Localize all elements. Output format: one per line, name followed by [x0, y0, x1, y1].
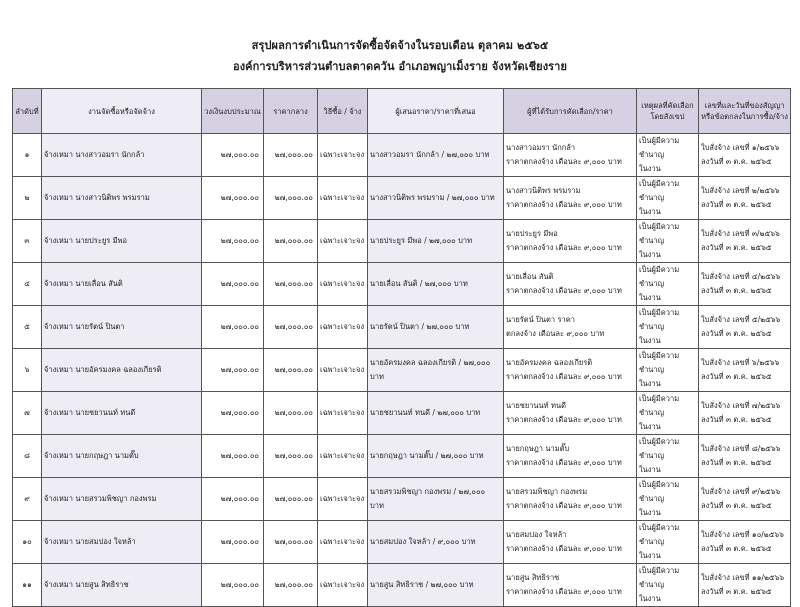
cell-winner: [504, 478, 637, 521]
cell-winner: [504, 435, 637, 478]
cell-method: เฉพาะเจาะจง: [318, 263, 368, 306]
cell-bidder: นายเลื่อน สันติ / ๒๗,๐๐๐ บาท: [368, 263, 504, 306]
cell-median-price: ๒๗,๐๐๐.๐๐: [264, 134, 318, 177]
cell-reason-line: เป็นผู้มีความชำนาญ: [639, 308, 680, 331]
cell-bidder: นายสูน สิทธิราช / ๒๗,๐๐๐ บาท: [368, 564, 504, 607]
cell-reason-line: ในงาน: [639, 164, 661, 173]
cell-winner: [504, 564, 637, 607]
cell-contract: [699, 220, 791, 263]
cell-contract: [699, 392, 791, 435]
cell-no: ๒: [13, 177, 42, 220]
cell-budget: ๒๗,๐๐๐.๐๐: [202, 478, 264, 521]
cell-method: เฉพาะเจาะจง: [318, 220, 368, 263]
cell-contract-line: ใบสั่งจ้าง เลขที่ ๓/๒๕๖๖: [701, 229, 780, 238]
cell-reason-line: ในงาน: [639, 422, 661, 431]
cell-contract-line: ลงวันที่ ๓ ต.ค. ๒๕๖๕: [701, 458, 772, 467]
cell-reason: [637, 392, 699, 435]
cell-budget: ๒๗,๐๐๐.๐๐: [202, 177, 264, 220]
cell-median-price: ๒๗,๐๐๐.๐๐: [264, 263, 318, 306]
cell-winner-line: นางสาวอมรา นักกล้า: [506, 143, 576, 152]
document-title: สรุปผลการดำเนินการจัดซื้อจัดจ้างในรอบเดือน ตุลาคม ๒๕๖๕: [251, 39, 549, 52]
cell-median-price: ๒๗,๐๐๐.๐๐: [264, 349, 318, 392]
cell-winner-line: นายเลื่อน สันติ: [506, 272, 554, 281]
cell-contract-line: ใบสั่งจ้าง เลขที่ ๑๑/๒๕๖๖: [701, 573, 785, 582]
cell-bidder: นายกฤษฎา นามตั๊บ / ๒๗,๐๐๐ บาท: [368, 435, 504, 478]
cell-reason-line: เป็นผู้มีความชำนาญ: [639, 566, 680, 589]
cell-median-price: ๒๗,๐๐๐.๐๐: [264, 220, 318, 263]
cell-contract-line: ลงวันที่ ๓ ต.ค. ๒๕๖๕: [701, 200, 772, 209]
cell-item: จ้างเหมา นายสมปอง ใจหล้า: [42, 521, 202, 564]
cell-contract-line: ใบสั่งจ้าง เลขที่ ๔/๒๕๖๖: [701, 272, 781, 281]
table-row: [13, 478, 791, 521]
cell-winner-line: ราคาตกลงจ้าง เดือนละ ๙,๐๐๐ บาท: [506, 458, 622, 467]
cell-contract-line: ลงวันที่ ๓ ต.ค. ๒๕๖๕: [701, 372, 772, 381]
cell-budget: ๒๗,๐๐๐.๐๐: [202, 521, 264, 564]
cell-reason-line: เป็นผู้มีความชำนาญ: [639, 394, 680, 417]
cell-winner: [504, 220, 637, 263]
cell-budget: ๒๗,๐๐๐.๐๐: [202, 392, 264, 435]
cell-contract: [699, 521, 791, 564]
header-bidders: ผู้เสนอราคา/ราคาที่เสนอ: [368, 89, 504, 134]
cell-winner: [504, 263, 637, 306]
cell-no: ๗: [13, 392, 42, 435]
cell-method: เฉพาะเจาะจง: [318, 306, 368, 349]
cell-winner-line: ตกลงจ้าง เดือนละ ๙,๐๐๐ บาท: [506, 329, 605, 338]
cell-contract-line: ใบสั่งจ้าง เลขที่ ๕/๒๕๖๖: [701, 315, 781, 324]
cell-median-price: ๒๗,๐๐๐.๐๐: [264, 435, 318, 478]
header-reason: เหตุผลที่คัดเลือกโดยสังเขป: [637, 89, 699, 134]
cell-reason-line: ในงาน: [639, 551, 661, 560]
cell-winner-line: นายรัตน์ ปินตา ราคา: [506, 315, 575, 324]
cell-contract-line: ลงวันที่ ๓ ต.ค. ๒๕๖๕: [701, 587, 772, 596]
cell-reason-line: ในงาน: [639, 293, 661, 302]
cell-reason-line: ในงาน: [639, 594, 661, 603]
cell-reason: [637, 306, 699, 349]
cell-contract: [699, 478, 791, 521]
cell-no: ๕: [13, 306, 42, 349]
header-method: วิธีซื้อ / จ้าง: [318, 89, 368, 134]
header-item: งานจัดซื้อหรือจัดจ้าง: [42, 89, 202, 134]
table-body: [13, 134, 791, 607]
cell-budget: ๒๗,๐๐๐.๐๐: [202, 134, 264, 177]
cell-contract: [699, 263, 791, 306]
table-row: [13, 521, 791, 564]
cell-contract-line: ใบสั่งจ้าง เลขที่ ๗/๒๕๖๖: [701, 401, 781, 410]
cell-item: จ้างเหมา นางสาวอมรา นักกล้า: [42, 134, 202, 177]
cell-winner-line: นายชยานนท์ ทนดี: [506, 401, 566, 410]
cell-contract: [699, 177, 791, 220]
cell-winner-line: ราคาตกลงจ้าง เดือนละ ๙,๐๐๐ บาท: [506, 157, 622, 166]
cell-budget: ๒๗,๐๐๐.๐๐: [202, 349, 264, 392]
cell-winner: [504, 134, 637, 177]
cell-reason-line: ในงาน: [639, 508, 661, 517]
header-row: [13, 89, 791, 134]
cell-budget: ๒๗,๐๐๐.๐๐: [202, 306, 264, 349]
cell-no: ๔: [13, 263, 42, 306]
cell-no: ๑: [13, 134, 42, 177]
cell-item: จ้างเหมา นายเลื่อน สันติ: [42, 263, 202, 306]
cell-item: จ้างเหมา นายกฤษฎา นามตั๊บ: [42, 435, 202, 478]
cell-method: เฉพาะเจาะจง: [318, 564, 368, 607]
cell-method: เฉพาะเจาะจง: [318, 177, 368, 220]
cell-bidder: นายประยูร มีพอ / ๒๗,๐๐๐ บาท: [368, 220, 504, 263]
cell-contract-line: ลงวันที่ ๓ ต.ค. ๒๕๖๕: [701, 544, 772, 553]
header-budget: วงเงินงบประมาณ: [202, 89, 264, 134]
cell-reason: [637, 478, 699, 521]
cell-contract-line: ลงวันที่ ๓ ต.ค. ๒๕๖๕: [701, 157, 772, 166]
cell-bidder: นางสาวอมรา นักกล้า / ๒๗,๐๐๐ บาท: [368, 134, 504, 177]
cell-winner-line: นายสมปอง ใจหล้า: [506, 530, 567, 539]
cell-budget: ๒๗,๐๐๐.๐๐: [202, 564, 264, 607]
cell-median-price: ๒๗,๐๐๐.๐๐: [264, 521, 318, 564]
cell-winner-line: นายสรวมพิชญา กองพรม: [506, 487, 588, 496]
cell-winner: [504, 177, 637, 220]
cell-method: เฉพาะเจาะจง: [318, 435, 368, 478]
cell-reason: [637, 220, 699, 263]
cell-winner: [504, 521, 637, 564]
cell-contract-line: ใบสั่งจ้าง เลขที่ ๙/๒๕๖๖: [701, 487, 781, 496]
cell-median-price: ๒๗,๐๐๐.๐๐: [264, 392, 318, 435]
cell-reason-line: ในงาน: [639, 207, 661, 216]
cell-reason: [637, 177, 699, 220]
cell-contract-line: ลงวันที่ ๓ ต.ค. ๒๕๖๕: [701, 329, 772, 338]
cell-winner-line: ราคาตกลงจ้าง เดือนละ ๙,๐๐๐ บาท: [506, 372, 622, 381]
cell-method: เฉพาะเจาะจง: [318, 134, 368, 177]
cell-contract-line: ใบสั่งจ้าง เลขที่ ๑๐/๒๕๖๖: [701, 530, 784, 539]
cell-winner-line: นายสูน สิทธิราช: [506, 573, 560, 582]
cell-item: จ้างเหมา นางสาวนิติพร พรมราม: [42, 177, 202, 220]
cell-contract: [699, 435, 791, 478]
cell-item: จ้างเหมา นายประยูร มีพอ: [42, 220, 202, 263]
cell-item: จ้างเหมา นายสูน สิทธิราช: [42, 564, 202, 607]
cell-contract-line: ใบสั่งจ้าง เลขที่ ๑/๒๕๖๖: [701, 143, 780, 152]
table-row: [13, 392, 791, 435]
cell-contract-line: ใบสั่งจ้าง เลขที่ ๘/๒๕๖๖: [701, 444, 781, 453]
cell-no: ๑๑: [13, 564, 42, 607]
cell-item: จ้างเหมา นายสรวมพิชญา กองพรม: [42, 478, 202, 521]
cell-reason: [637, 521, 699, 564]
table-row: [13, 220, 791, 263]
header-no: ลำดับที่: [13, 89, 42, 134]
cell-reason-line: เป็นผู้มีความชำนาญ: [639, 480, 680, 503]
cell-reason-line: เป็นผู้มีความชำนาญ: [639, 222, 680, 245]
cell-budget: ๒๗,๐๐๐.๐๐: [202, 435, 264, 478]
cell-reason: [637, 435, 699, 478]
cell-reason-line: เป็นผู้มีความชำนาญ: [639, 265, 680, 288]
cell-bidder: นายชยานนท์ ทนดี / ๒๗,๐๐๐ บาท: [368, 392, 504, 435]
cell-reason-line: เป็นผู้มีความชำนาญ: [639, 523, 680, 546]
cell-winner-line: ราคาตกลงจ้าง เดือนละ ๙,๐๐๐ บาท: [506, 501, 622, 510]
cell-contract-line: ใบสั่งจ้าง เลขที่ ๖/๒๕๖๖: [701, 358, 780, 367]
cell-winner-line: นายกฤษฎา นามตั๊บ: [506, 444, 570, 453]
cell-method: เฉพาะเจาะจง: [318, 521, 368, 564]
cell-bidder: นางสาวนิติพร พรมราม / ๒๗,๐๐๐ บาท: [368, 177, 504, 220]
cell-item: จ้างเหมา นายรัตน์ ปินตา: [42, 306, 202, 349]
cell-winner-line: นายอัครมงคล ฉลองเกียรติ: [506, 358, 593, 367]
cell-no: ๘: [13, 435, 42, 478]
cell-contract-line: ลงวันที่ ๓ ต.ค. ๒๕๖๕: [701, 243, 772, 252]
cell-budget: ๒๗,๐๐๐.๐๐: [202, 220, 264, 263]
cell-reason-line: ในงาน: [639, 336, 661, 345]
cell-contract: [699, 349, 791, 392]
table-row: [13, 177, 791, 220]
cell-reason-line: เป็นผู้มีความชำนาญ: [639, 437, 680, 460]
cell-reason: [637, 263, 699, 306]
cell-median-price: ๒๗,๐๐๐.๐๐: [264, 478, 318, 521]
table-row: [13, 564, 791, 607]
cell-winner-line: ราคาตกลงจ้าง เดือนละ ๙,๐๐๐ บาท: [506, 243, 622, 252]
cell-reason-line: ในงาน: [639, 379, 661, 388]
cell-budget: ๒๗,๐๐๐.๐๐: [202, 263, 264, 306]
cell-contract: [699, 564, 791, 607]
cell-reason-line: ในงาน: [639, 465, 661, 474]
cell-reason-line: ในงาน: [639, 250, 661, 259]
cell-winner-line: ราคาตกลงจ้าง เดือนละ ๙,๐๐๐ บาท: [506, 200, 622, 209]
cell-no: ๑๐: [13, 521, 42, 564]
cell-contract-line: ลงวันที่ ๓ ต.ค. ๒๕๖๕: [701, 415, 772, 424]
cell-bidder: นายรัตน์ ปินตา / ๒๗,๐๐๐ บาท: [368, 306, 504, 349]
cell-bidder: นายสมปอง ใจหล้า / ๙,๐๐๐ บาท: [368, 521, 504, 564]
table-row: [13, 263, 791, 306]
table-row: [13, 306, 791, 349]
table-row: [13, 349, 791, 392]
cell-winner: [504, 392, 637, 435]
cell-reason: [637, 564, 699, 607]
cell-method: เฉพาะเจาะจง: [318, 392, 368, 435]
cell-reason: [637, 134, 699, 177]
cell-contract: [699, 134, 791, 177]
table-row: [13, 435, 791, 478]
cell-bidder: นายสรวมพิชญา กองพรม / ๒๗,๐๐๐ บาท: [368, 478, 504, 521]
cell-winner-line: นายประยูร มีพอ: [506, 229, 558, 238]
cell-reason-line: เป็นผู้มีความชำนาญ: [639, 351, 680, 374]
cell-item: จ้างเหมา นายชยานนท์ ทนดี: [42, 392, 202, 435]
cell-no: ๙: [13, 478, 42, 521]
cell-winner-line: ราคาตกลงจ้าง เดือนละ ๙,๐๐๐ บาท: [506, 544, 622, 553]
cell-method: เฉพาะเจาะจง: [318, 478, 368, 521]
cell-method: เฉพาะเจาะจง: [318, 349, 368, 392]
cell-median-price: ๒๗,๐๐๐.๐๐: [264, 177, 318, 220]
cell-contract-line: ลงวันที่ ๓ ต.ค. ๒๕๖๕: [701, 286, 772, 295]
document-subtitle: องค์การบริหารส่วนตำบลตาดควัน อำเภอพญาเม็งราย จังหวัดเชียงราย: [232, 60, 567, 73]
cell-winner: [504, 349, 637, 392]
cell-no: ๓: [13, 220, 42, 263]
cell-median-price: ๒๗,๐๐๐.๐๐: [264, 564, 318, 607]
cell-winner-line: ราคาตกลงจ้าง เดือนละ ๙,๐๐๐ บาท: [506, 415, 622, 424]
cell-winner-line: ราคาตกลงจ้าง เดือนละ ๙,๐๐๐ บาท: [506, 286, 622, 295]
header-median-price: ราคากลาง: [264, 89, 318, 134]
cell-bidder: นายอัครมงคล ฉลองเกียรติ / ๒๗,๐๐๐ บาท: [368, 349, 504, 392]
cell-contract-line: ลงวันที่ ๓ ต.ค. ๒๕๖๕: [701, 501, 772, 510]
cell-no: ๖: [13, 349, 42, 392]
cell-winner: [504, 306, 637, 349]
cell-contract: [699, 306, 791, 349]
cell-winner-line: นางสาวนิติพร พรมราม: [506, 186, 581, 195]
cell-reason-line: เป็นผู้มีความชำนาญ: [639, 136, 680, 159]
cell-reason: [637, 349, 699, 392]
cell-median-price: ๒๗,๐๐๐.๐๐: [264, 306, 318, 349]
header-winner: ผู้ที่ได้รับการคัดเลือก/ราคา: [504, 89, 637, 134]
header-contract: เลขที่และวันที่ของสัญญาหรือข้อตกลงในการซื้อ/จ้าง: [699, 89, 791, 134]
cell-contract-line: ใบสั่งจ้าง เลขที่ ๒/๒๕๖๖: [701, 186, 780, 195]
cell-winner-line: ราคาตกลงจ้าง เดือนละ ๙,๐๐๐ บาท: [506, 587, 622, 596]
procurement-table: [12, 88, 791, 607]
cell-reason-line: เป็นผู้มีความชำนาญ: [639, 179, 680, 202]
table-row: [13, 134, 791, 177]
cell-item: จ้างเหมา นายอัครมงคล ฉลองเกียรติ: [42, 349, 202, 392]
